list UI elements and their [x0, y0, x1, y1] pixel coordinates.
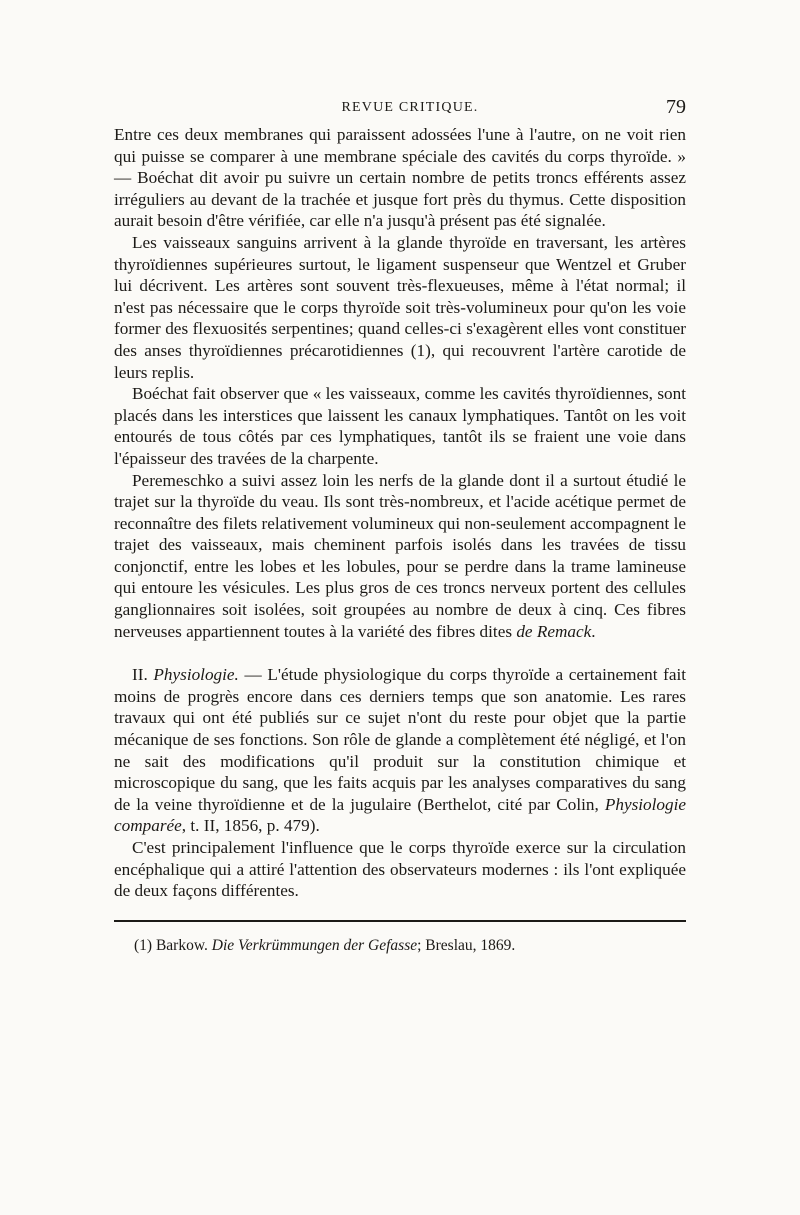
- paragraph-boechat-vessels: Boéchat fait observer que « les vaisseaux, comme les cavités thyroïdiennes, sont placés dans les interstices que laissent les canaux lymphatiques. Tantôt on les voit entourés de tous côtés par ces lymphatiques, tantôt ils se fraient une voie dans l'épaisseur des travées de la charpente.: [114, 384, 686, 468]
- paragraph-blood-vessels: Les vaisseaux sanguins arrivent à la glande thyroïde en traversant, les artères thyroïdiennes supérieures surtout, le ligament suspenseur que Wentzel et Gruber lui décrivent. Les artères sont souvent très-flexueuses, même à l'état normal; il n'est pas nécessaire que le corps thyroïde soit très-volumineux pour qu'on les voie former des flexuosités serpentines; quand celles-ci s'exagèrent elles vont constituer des anses thyroïdiennes précarotidiennes (1), qui recouvrent l'artère carotide de leurs replis.: [114, 232, 686, 382]
- paragraph-nerves: [114, 470, 686, 643]
- footnote-author: Barkow.: [155, 936, 208, 954]
- paragraph-physiology-text: — L'étude physiologique du corps thyroïde a certainement fait moins de progrès encore dans ces derniers temps que son anatomie. Les rares travaux qui ont été publiés sur ce sujet n'ont du reste pour objet que la partie mécanique de ses fonctions. Son rôle de glande a complètement été négligé, et l'on ne sait des modifications qu'il produit sur la constitution chimique et microscopique du sang, que les faits acquis par les analyses comparatives du sang de la veine thyroïdienne et de la jugulaire (Berthelot, cité par Colin,: [114, 665, 687, 814]
- footnote: [114, 936, 686, 956]
- paragraph-membranes: Entre ces deux membranes qui paraissent adossées l'une à l'autre, on ne voit rien qui puisse se comparer à une membrane spéciale des cavités du corps thyroïde. » — Boéchat dit avoir pu suivre un certain nombre de petits troncs efférents assez irréguliers au devant de la trachée et jusque fort près du thymus. Cette disposition aurait besoin d'être vérifiée, car elle n'a jusqu'à présent pas été signalée.: [114, 125, 686, 231]
- body-text: [114, 124, 686, 902]
- paragraph-nerves-text: Peremeschko a suivi assez loin les nerfs de la glande dont il a surtout étudié le trajet sur la thyroïde du veau. Ils sont très-nombreux, et l'acide acétique permet de reconnaître des filets relativement volumineux qui non-seulement accompagnent le trajet des vaisseaux, mais cheminent parfois isolés dans les travées de tissu conjonctif, entre les lobes et les lobules, pour se perdre dans la trame lamineuse qui entoure les vésicules. Les plus gros de ces troncs nerveux portent des cellules ganglionnaires soit isolées, soit groupées au nombre de deux à cinq. Ces fibres nerveuses appartiennent toutes à la variété des fibres dites: [114, 470, 686, 641]
- paragraph-nerves-end: .: [591, 621, 596, 641]
- section-number: II.: [132, 665, 148, 685]
- document-page: [114, 96, 686, 956]
- paragraph-nerves-italic: de Remack: [516, 621, 592, 641]
- footnote-rest: ; Breslau, 1869.: [417, 936, 516, 954]
- page-header: [114, 96, 686, 124]
- footnote-marker: (1): [134, 936, 153, 954]
- footnote-title: Die Verkrümmungen der Gefasse: [211, 936, 418, 954]
- section-title: Physiologie.: [153, 665, 239, 685]
- paragraph-physiology: [114, 664, 686, 837]
- paragraph-physiology-italic: Physiologie comparée: [114, 794, 687, 836]
- running-head: REVUE CRITIQUE.: [341, 100, 479, 115]
- paragraph-circulation: C'est principalement l'influence que le corps thyroïde exerce sur la circulation encéphalique qui a attiré l'attention des observateurs modernes : ils l'ont expliquée de deux façons différentes.: [114, 838, 686, 901]
- page-number: 79: [666, 96, 686, 118]
- footnote-rule: [114, 920, 686, 922]
- paragraph-physiology-end: , t. II, 1856, p. 479).: [181, 816, 320, 836]
